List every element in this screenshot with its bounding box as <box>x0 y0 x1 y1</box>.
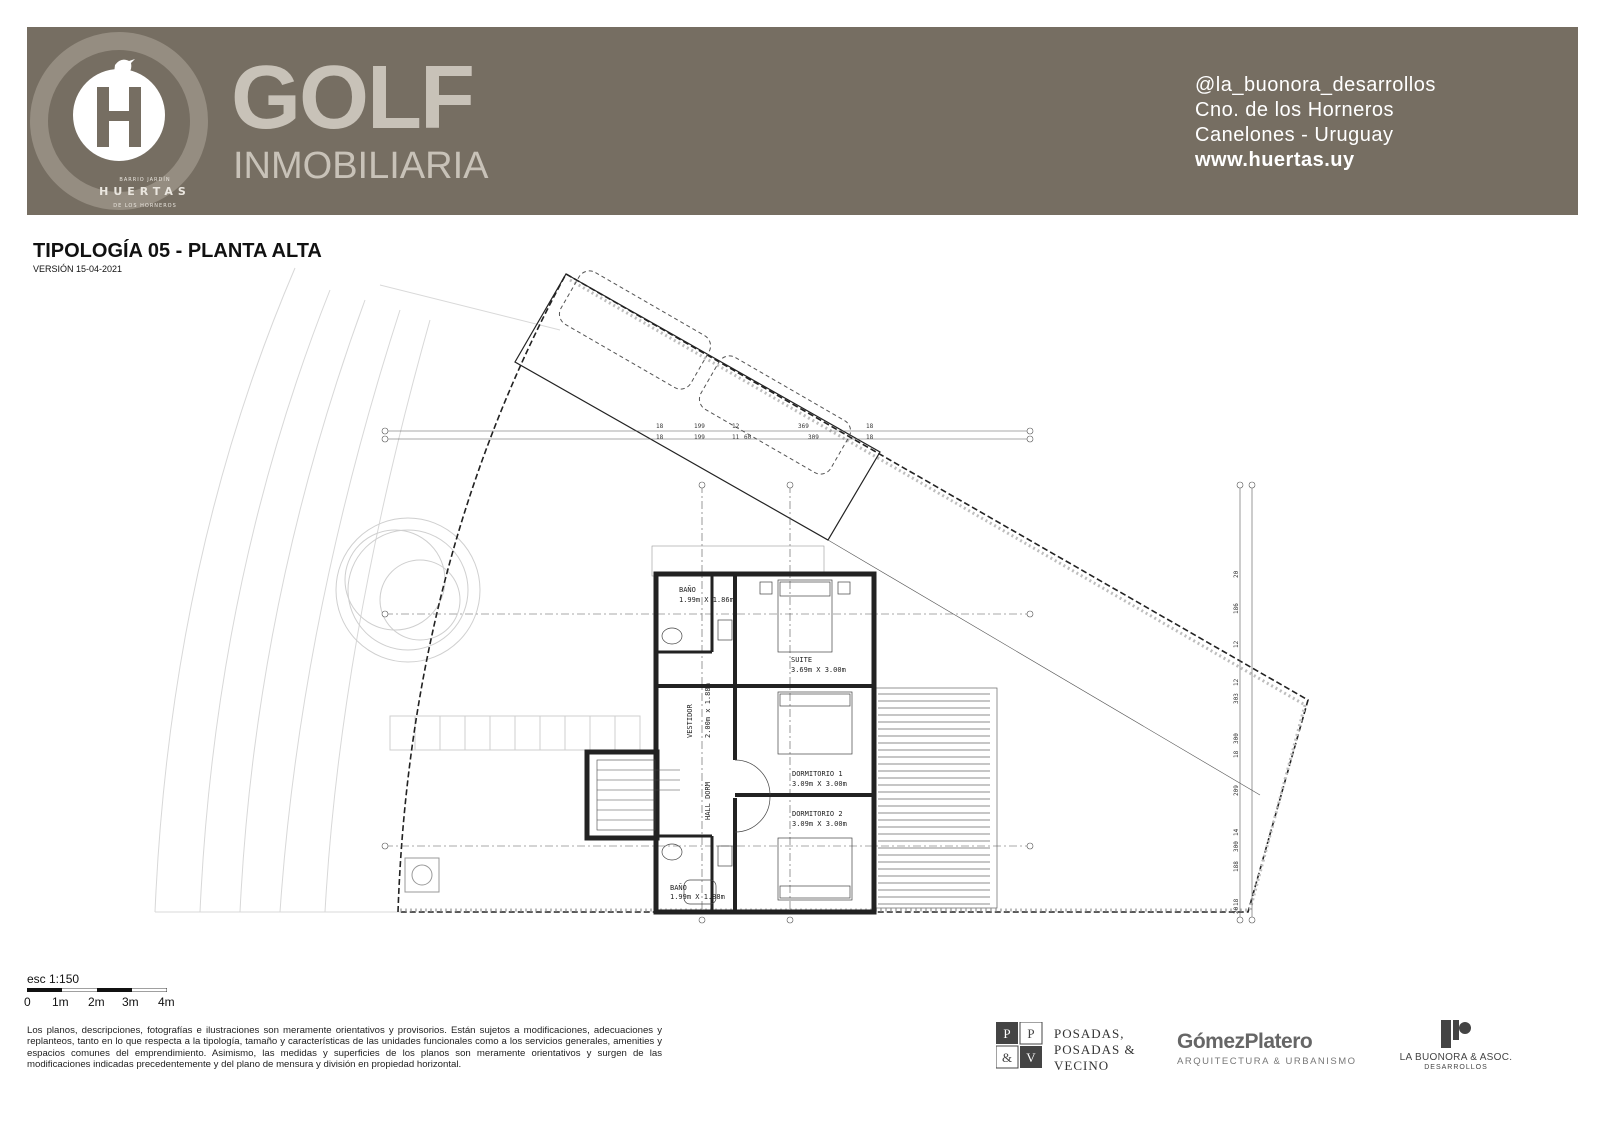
ppv-name <box>1054 1026 1136 1074</box>
buonora-logo <box>1386 1018 1526 1078</box>
floor-plan <box>0 260 1600 940</box>
gomezplatero-sub: ARQUITECTURA & URBANISMO <box>1177 1056 1357 1067</box>
lot-curves <box>155 268 560 912</box>
dim-top2-1: 199 <box>694 434 705 441</box>
scale-tick-1: 1m <box>52 995 69 1009</box>
room-label-hall: HALL DORM <box>704 782 712 820</box>
room-size-bedroom-1: 3.09m X 3.00m <box>792 780 847 788</box>
dimensions-side <box>1233 570 1240 914</box>
ppv-line-1: POSADAS, <box>1054 1026 1125 1041</box>
ppv-letter-1: P <box>1003 1026 1011 1041</box>
room-size-suite: 3.69m X 3.00m <box>791 666 846 674</box>
fountain-icon <box>405 858 439 892</box>
dim-side-0: 20 <box>1233 570 1240 578</box>
emblem-bottom-caption: DE LOS HORNEROS <box>113 203 177 209</box>
ppv-letter-3: & <box>1001 1050 1013 1065</box>
room-label-suite: SUITE <box>791 656 813 664</box>
dim-top-3: 369 <box>798 423 809 430</box>
brand-word: GOLF <box>231 48 473 148</box>
dim-side-8: 14 <box>1233 828 1240 836</box>
ppv-letter-4: V <box>1026 1050 1036 1065</box>
room-label-bedroom-2: DORMITORIO 2 <box>792 810 843 818</box>
deck <box>875 688 997 908</box>
contact-block <box>1195 73 1436 173</box>
dim-top-0: 18 <box>656 423 664 430</box>
posadas-logo <box>996 1018 1146 1082</box>
dim-top2-5: 18 <box>866 434 874 441</box>
room-label-bath-2: BAÑO <box>670 884 687 892</box>
dim-top-2: 12 <box>732 423 740 430</box>
dim-top2-4: 309 <box>808 434 819 441</box>
dim-top2-0: 18 <box>656 434 664 441</box>
dim-top2-2: 11 <box>732 434 740 441</box>
buonora-sub: DESARROLLOS <box>1424 1064 1488 1071</box>
room-size-closet: 2.00m x 1.88m <box>704 683 712 738</box>
building-walls <box>587 574 874 912</box>
dim-side-9: 300 <box>1233 841 1240 852</box>
scale-ticks <box>22 995 222 1009</box>
version-label: VERSIÓN 15-04-2021 <box>33 264 123 274</box>
scale-tick-0: 0 <box>24 995 31 1009</box>
ppv-letter-2: P <box>1027 1026 1035 1041</box>
disclaimer-text: Los planos, descripciones, fotografías e ilustraciones son meramente orientativos y provisorios. Están sujetos a modificaciones, adecuaciones y replanteos, tanto en lo que respecta a la tipología, tamaño y características de las unidades funcionales como a los servicios generales, amenities y espacios comunes del emprendimiento. Asimismo, las medidas y superficies de los planos son meramente orientativos y surgen de las modificaciones indicadas precedentemente y del plano de mensura y división en propiedad horizontal. <box>27 1025 662 1071</box>
tree-circles <box>336 518 480 662</box>
dim-side-12: 20 <box>1233 906 1240 914</box>
scale-tick-3: 3m <box>122 995 139 1009</box>
emblem-top-caption: BARRIO JARDÍN <box>119 177 171 183</box>
scale-label: esc 1:150 <box>27 972 80 986</box>
room-size-bath-2: 1.99m X 1.88m <box>670 893 725 901</box>
dim-side-4: 303 <box>1233 693 1240 704</box>
walkway <box>390 716 640 750</box>
dim-side-1: 186 <box>1233 603 1240 614</box>
dim-top-4: 18 <box>866 423 874 430</box>
room-label-closet: VESTIDOR <box>686 704 694 738</box>
dim-side-3: 12 <box>1233 678 1240 686</box>
buonora-icon <box>1441 1020 1471 1048</box>
address: Cno. de los Horneros <box>1195 99 1394 121</box>
stair <box>597 760 680 830</box>
room-size-bedroom-2: 3.09m X 3.00m <box>792 820 847 828</box>
dim-side-6: 18 <box>1233 750 1240 758</box>
room-size-bath-1: 1.99m X 1.86m <box>679 596 734 604</box>
instagram-handle[interactable]: @la_buonora_desarrollos <box>1195 74 1436 96</box>
dim-side-7: 209 <box>1233 785 1240 796</box>
ppv-monogram-icon <box>996 1022 1044 1070</box>
room-label-bath-1: BAÑO <box>679 586 696 594</box>
dim-side-11: 18 <box>1233 898 1240 906</box>
header-banner <box>27 27 1578 215</box>
location: Canelones - Uruguay <box>1195 124 1394 146</box>
gomezplatero-logo <box>1177 1030 1357 1067</box>
gomezplatero-name: GómezPlatero <box>1177 1030 1313 1053</box>
room-label-bedroom-1: DORMITORIO 1 <box>792 770 843 778</box>
dim-top2-3: 60 <box>744 434 752 441</box>
room-labels <box>670 585 847 901</box>
scale-tick-2: 2m <box>88 995 105 1009</box>
dim-side-5: 300 <box>1233 733 1240 744</box>
brand-sub: INMOBILIARIA <box>233 145 489 187</box>
lot-boundary <box>398 274 1308 912</box>
emblem-name: HUERTAS <box>99 185 191 198</box>
hedge <box>400 280 1305 910</box>
axis-markers <box>382 428 1255 923</box>
scale-tick-4: 4m <box>158 995 175 1009</box>
dim-top-1: 199 <box>694 423 705 430</box>
page-title: TIPOLOGÍA 05 - PLANTA ALTA <box>33 240 322 262</box>
parking <box>515 267 880 540</box>
dim-side-10: 188 <box>1233 861 1240 872</box>
dim-side-2: 12 <box>1233 640 1240 648</box>
buonora-name: LA BUONORA & ASOC. <box>1399 1052 1513 1063</box>
ppv-line-2: POSADAS & <box>1054 1042 1136 1057</box>
furniture <box>662 580 852 904</box>
website-link[interactable]: www.huertas.uy <box>1195 149 1355 171</box>
scale-bar <box>27 988 167 992</box>
ppv-line-3: VECINO <box>1054 1058 1110 1073</box>
grid-axes <box>385 431 1260 920</box>
